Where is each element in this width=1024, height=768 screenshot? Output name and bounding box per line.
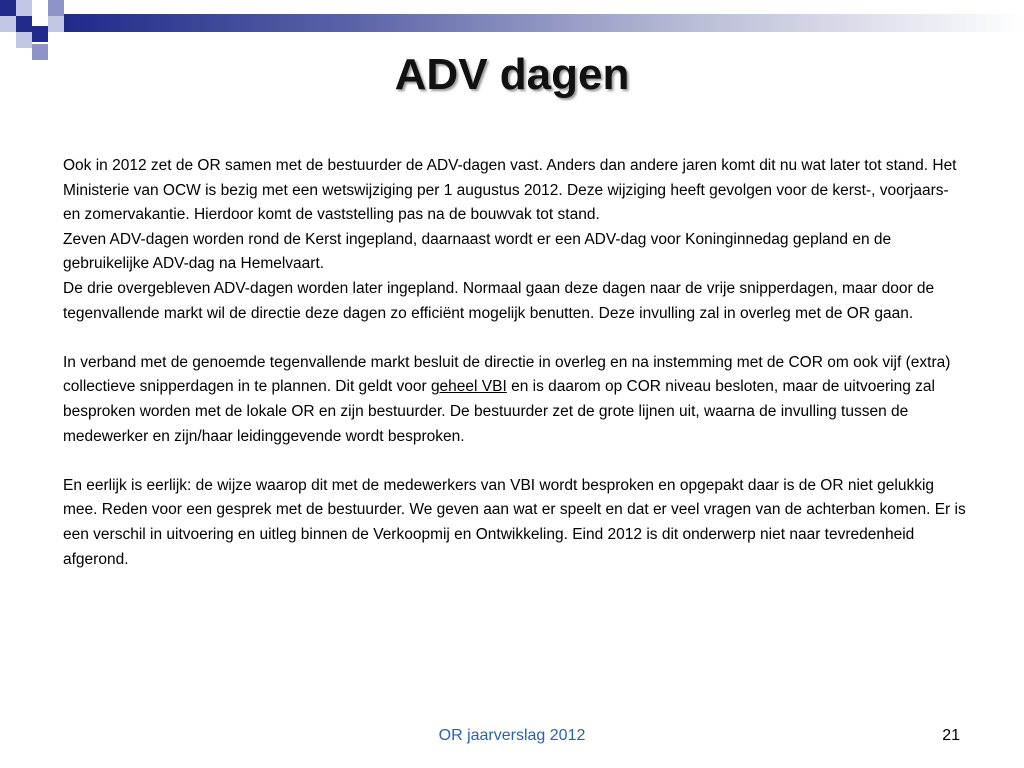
- decorative-square: [0, 16, 16, 32]
- decorative-square: [16, 0, 32, 16]
- slide-footer: OR jaarverslag 2012: [438, 727, 586, 744]
- slide-title: ADV dagen: [394, 50, 630, 99]
- body-paragraph: De drie overgebleven ADV-dagen worden later ingepland. Normaal gaan deze dagen naar de vrije snipperdagen, maar door de tegenvallende markt wil de directie deze dagen zo efficiënt mogelijk benutten. Deze invulling zal in overleg met de OR gaan.: [63, 279, 935, 322]
- decorative-square: [16, 32, 32, 48]
- decorative-square: [16, 16, 32, 32]
- paragraph-spacer: [63, 326, 968, 351]
- body-paragraph: En eerlijk is eerlijk: de wijze waarop dit met de medewerkers van VBI wordt besproken en opgepakt daar is de OR niet gelukkig mee. Reden voor een gesprek met de bestuurder. We geven aan wat er speelt en dat er veel vragen van de achterban komen. Er is een verschil in uitvoering en uitleg binnen de Verkoopmij en Ontwikkeling. Eind 2012 is dit onderwerp niet naar tevredenheid afgerond.: [63, 476, 966, 568]
- body-paragraph: Zeven ADV-dagen worden rond de Kerst ingepland, daarnaast wordt er een ADV-dag voor Koninginnedag gepland en de gebruikelijke ADV-dag na Hemelvaart.: [63, 230, 892, 273]
- body-paragraph: [63, 351, 968, 449]
- paragraph-text: In verband met de genoemde tegenvallende markt besluit de directie in overleg en na instemming met de COR om ook vijf (extra) collectieve snipperdagen in te plannen. Dit geldt voor: [63, 353, 951, 396]
- header-gradient-bar: [64, 14, 1024, 32]
- decorative-square: [0, 0, 16, 16]
- paragraph-text: en is daarom op COR niveau besloten, maar de uitvoering zal besproken worden met de lokale OR en zijn bestuurder. De bestuurder zet de grote lijnen uit, waarna de invulling tussen de medewerker en zijn/haar leidinggevende wordt besproken.: [63, 378, 935, 445]
- body-paragraph: Ook in 2012 zet de OR samen met de bestuurder de ADV-dagen vast. Anders dan andere jaren komt dit nu wat later tot stand. Het Ministerie van OCW is bezig met een wetswijziging per 1 augustus 2012. Deze wijziging heeft gevolgen voor de kerst-, voorjaars- en zomervakantie. Hierdoor komt de vaststelling pas na de bouwvak tot stand.: [63, 157, 957, 224]
- page-number: 21: [942, 727, 960, 744]
- geheel-vbi-link[interactable]: geheel VBI: [430, 378, 507, 396]
- slide-body: [63, 154, 968, 572]
- decorative-square: [48, 0, 64, 16]
- decorative-square: [32, 26, 48, 42]
- decorative-square: [48, 16, 64, 32]
- paragraph-spacer: [63, 449, 968, 474]
